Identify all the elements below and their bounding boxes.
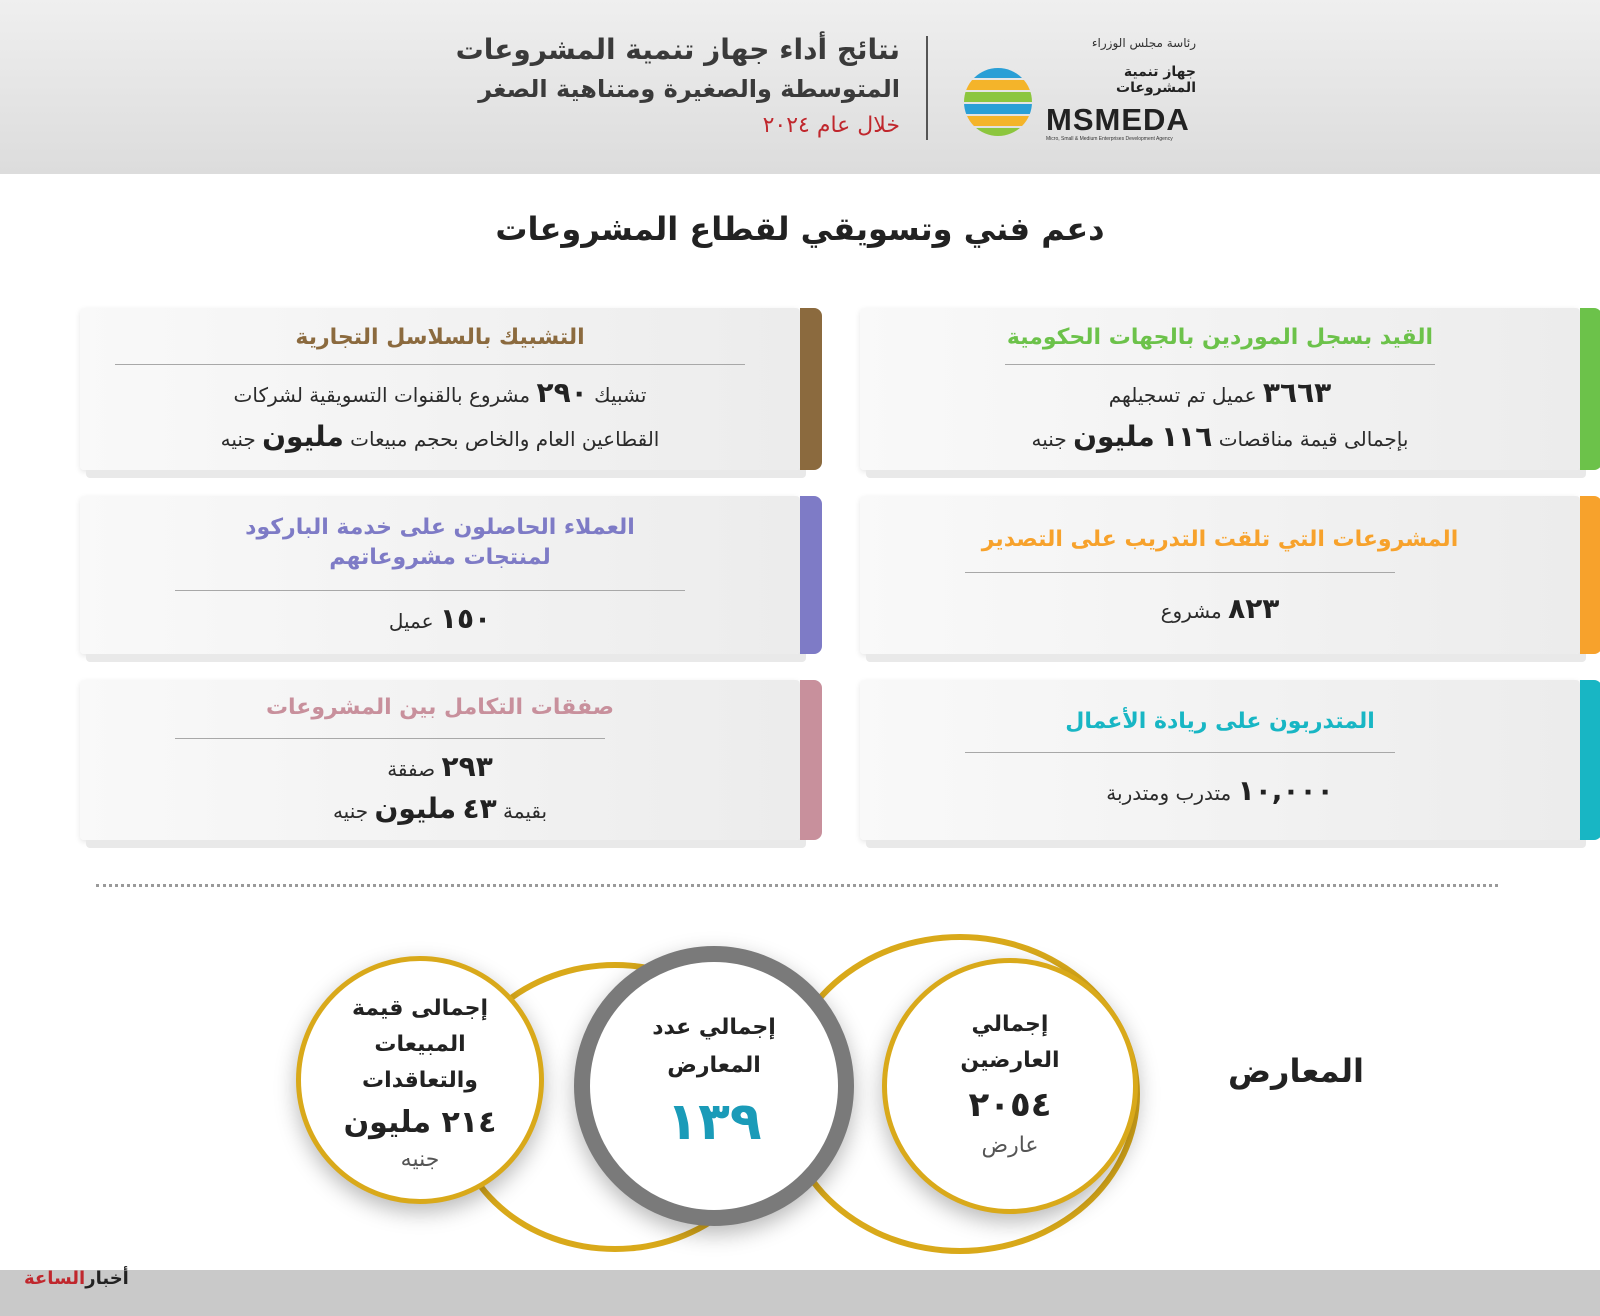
header-title xyxy=(380,30,900,144)
card-integration-deals xyxy=(80,680,800,840)
card-title: القيد بسجل الموردين بالجهات الحكومية xyxy=(1006,325,1434,350)
circle-label: المبيعات xyxy=(374,1032,466,1057)
circle-unit: جنيه xyxy=(400,1147,440,1172)
card-text: جنيه xyxy=(332,799,369,823)
logo-ar-line-2: المشروعات xyxy=(1116,80,1196,96)
exhibitions-title: المعارض xyxy=(1228,1052,1364,1090)
card-line-2 xyxy=(80,794,800,826)
card-divider xyxy=(965,572,1395,573)
card-accent-bar xyxy=(800,680,822,840)
card-divider xyxy=(1005,364,1435,365)
title-year: خلال عام ٢٠٢٤ xyxy=(762,113,900,138)
card-title: المتدربون على ريادة الأعمال xyxy=(1065,709,1375,734)
logo-en-sub: Micro, Small & Medium Enterprises Development Agency xyxy=(1046,136,1173,142)
card-title: صفقات التكامل بين المشروعات xyxy=(265,695,615,720)
section-title: دعم فني وتسويقي لقطاع المشروعات xyxy=(495,210,1105,248)
card-chain-networking xyxy=(80,308,800,470)
card-number: ٣٦٦٣ xyxy=(1262,376,1332,409)
card-entrepreneurship-trainees xyxy=(860,680,1580,840)
circle-exhibitors xyxy=(882,958,1138,1214)
brand-word-1: أخبار xyxy=(85,1268,129,1289)
card-line-1 xyxy=(80,752,800,784)
card-text: مشروع xyxy=(1160,599,1222,623)
circle-label: المعارض xyxy=(667,1053,761,1078)
card-text: بقيمة xyxy=(503,799,548,823)
circle-label: إجمالي xyxy=(971,1012,1049,1037)
card-text: عميل تم تسجيلهم xyxy=(1108,383,1257,407)
brand-word-2: الساعة xyxy=(24,1268,86,1289)
logo-ar-line-1: جهاز تنمية xyxy=(1123,64,1196,80)
card-divider xyxy=(175,590,685,591)
card-accent-bar xyxy=(800,496,822,654)
logo-en-name: MSMEDA xyxy=(1046,102,1190,137)
header-divider xyxy=(926,36,928,140)
circle-exhibition-count xyxy=(574,946,854,1226)
circle-label: العارضين xyxy=(960,1048,1060,1073)
card-title-line-2: لمنتجات مشروعاتهم xyxy=(329,545,551,570)
card-export-training xyxy=(860,496,1580,654)
card-barcode-clients xyxy=(80,496,800,654)
card-text: جنيه xyxy=(220,427,256,451)
card-line-1 xyxy=(860,378,1580,410)
card-accent-bar xyxy=(1580,308,1600,470)
card-number: ٢٩٠ xyxy=(536,376,588,409)
circle-unit: عارض xyxy=(981,1133,1039,1158)
card-text: بإجمالى قيمة مناقصات xyxy=(1218,427,1409,451)
globe-logo-icon xyxy=(962,66,1034,138)
card-line-1 xyxy=(860,776,1580,808)
circle-value: ٢١٤ مليون xyxy=(343,1105,497,1140)
card-title: المشروعات التي تلقت التدريب على التصدير xyxy=(981,527,1459,552)
card-text: صفقة xyxy=(387,757,436,781)
logo-gov-text: رئاسة مجلس الوزراء xyxy=(1091,36,1196,50)
card-number: ٨٢٣ xyxy=(1228,592,1280,625)
circle-label: والتعاقدات xyxy=(362,1068,478,1093)
card-bold-word: مليون xyxy=(262,420,344,453)
card-number: ١٠,٠٠٠ xyxy=(1237,774,1334,807)
card-text: عميل xyxy=(388,609,434,633)
card-divider xyxy=(115,364,745,365)
card-number: ١٥٠ xyxy=(439,602,492,635)
card-text: جنيه xyxy=(1031,427,1067,451)
card-number: ٢٩٣ xyxy=(441,750,493,783)
circle-label: إجمالي عدد xyxy=(652,1015,776,1040)
card-number: ٤٣ xyxy=(462,792,497,825)
circle-value: ١٣٩ xyxy=(666,1092,762,1152)
dotted-separator xyxy=(96,884,1498,887)
card-line-2 xyxy=(860,422,1580,454)
title-line-2: المتوسطة والصغيرة ومتناهية الصغر xyxy=(478,75,900,103)
logo-arabic-name xyxy=(1036,64,1196,96)
card-bold-word: مليون xyxy=(374,792,457,825)
card-line-1 xyxy=(80,378,800,410)
card-text: مشروع بالقنوات التسويقية لشركات xyxy=(233,383,531,407)
card-title: العملاء الحاصلون على خدمة الباركود xyxy=(245,515,635,540)
card-divider xyxy=(175,738,605,739)
card-text: القطاعين العام والخاص بحجم مبيعات xyxy=(350,427,660,451)
card-text: متدرب ومتدربة xyxy=(1106,781,1232,805)
card-accent-bar xyxy=(1580,496,1600,654)
circle-sales xyxy=(296,956,544,1204)
card-supplier-registry xyxy=(860,308,1580,470)
card-text: تشبيك xyxy=(594,383,647,407)
msmeda-logo xyxy=(958,30,1208,150)
circle-label: إجمالى قيمة xyxy=(351,996,489,1021)
card-number: ١١٦ xyxy=(1161,420,1213,453)
card-accent-bar xyxy=(800,308,822,470)
footer-brand-logo xyxy=(24,1268,129,1289)
card-bold-word: مليون xyxy=(1073,420,1155,453)
card-line-1 xyxy=(860,594,1580,626)
title-line-1: نتائج أداء جهاز تنمية المشروعات xyxy=(455,33,900,66)
card-line-2 xyxy=(80,422,800,454)
card-accent-bar xyxy=(1580,680,1600,840)
card-line-1 xyxy=(80,604,800,636)
card-divider xyxy=(965,752,1395,753)
circle-value: ٢٠٥٤ xyxy=(968,1085,1052,1125)
card-title: التشبيك بالسلاسل التجارية xyxy=(295,325,585,350)
footer-band xyxy=(0,1270,1600,1316)
